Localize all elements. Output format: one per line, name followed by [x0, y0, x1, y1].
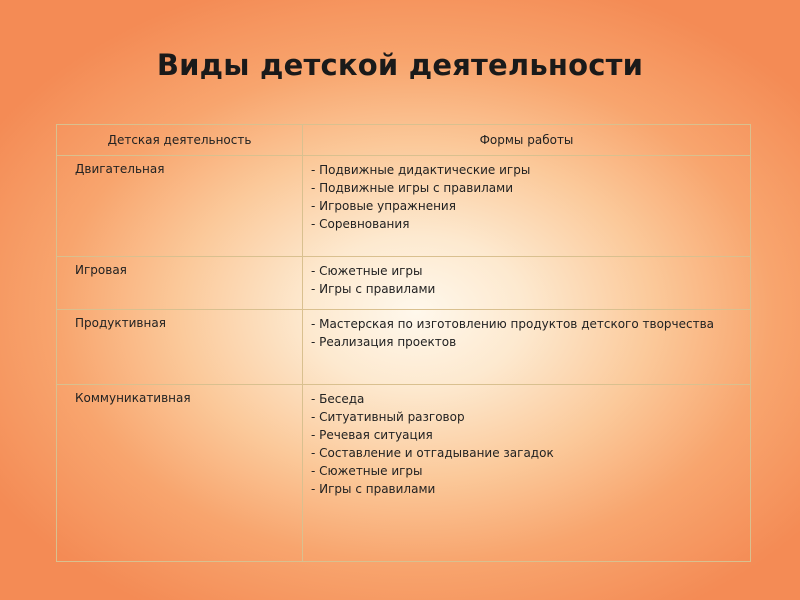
activity-forms	[303, 385, 751, 562]
header-activity: Детская деятельность	[57, 125, 303, 156]
form-item: - Ситуативный разговор	[311, 410, 465, 424]
activity-kind: Двигательная	[57, 156, 303, 257]
form-item: - Подвижные игры с правилами	[311, 181, 513, 195]
form-item: - Соревнования	[311, 217, 410, 231]
activity-kind: Коммуникативная	[57, 385, 303, 562]
form-item: - Игры с правилами	[311, 482, 436, 496]
activity-forms	[303, 257, 751, 310]
activity-forms	[303, 310, 751, 385]
form-item: - Беседа	[311, 392, 365, 406]
form-item: - Составление и отгадывание загадок	[311, 446, 554, 460]
table-header-row	[57, 125, 751, 156]
form-item: - Сюжетные игры	[311, 464, 423, 478]
form-item: - Реализация проектов	[311, 335, 457, 349]
form-item: - Сюжетные игры	[311, 264, 423, 278]
table-row	[57, 156, 751, 257]
form-item: - Мастерская по изготовлению продуктов детского творчества	[311, 317, 715, 331]
activity-forms	[303, 156, 751, 257]
activity-kind: Продуктивная	[57, 310, 303, 385]
activity-kind: Игровая	[57, 257, 303, 310]
form-item: - Речевая ситуация	[311, 428, 433, 442]
table-row	[57, 310, 751, 385]
activity-table	[56, 124, 751, 562]
header-forms: Формы работы	[303, 125, 751, 156]
slide-title: Виды детской деятельности	[156, 48, 644, 82]
form-item: - Подвижные дидактические игры	[311, 163, 531, 177]
table-row	[57, 257, 751, 310]
form-item: - Игровые упражнения	[311, 199, 456, 213]
form-item: - Игры с правилами	[311, 282, 436, 296]
table-row	[57, 385, 751, 562]
